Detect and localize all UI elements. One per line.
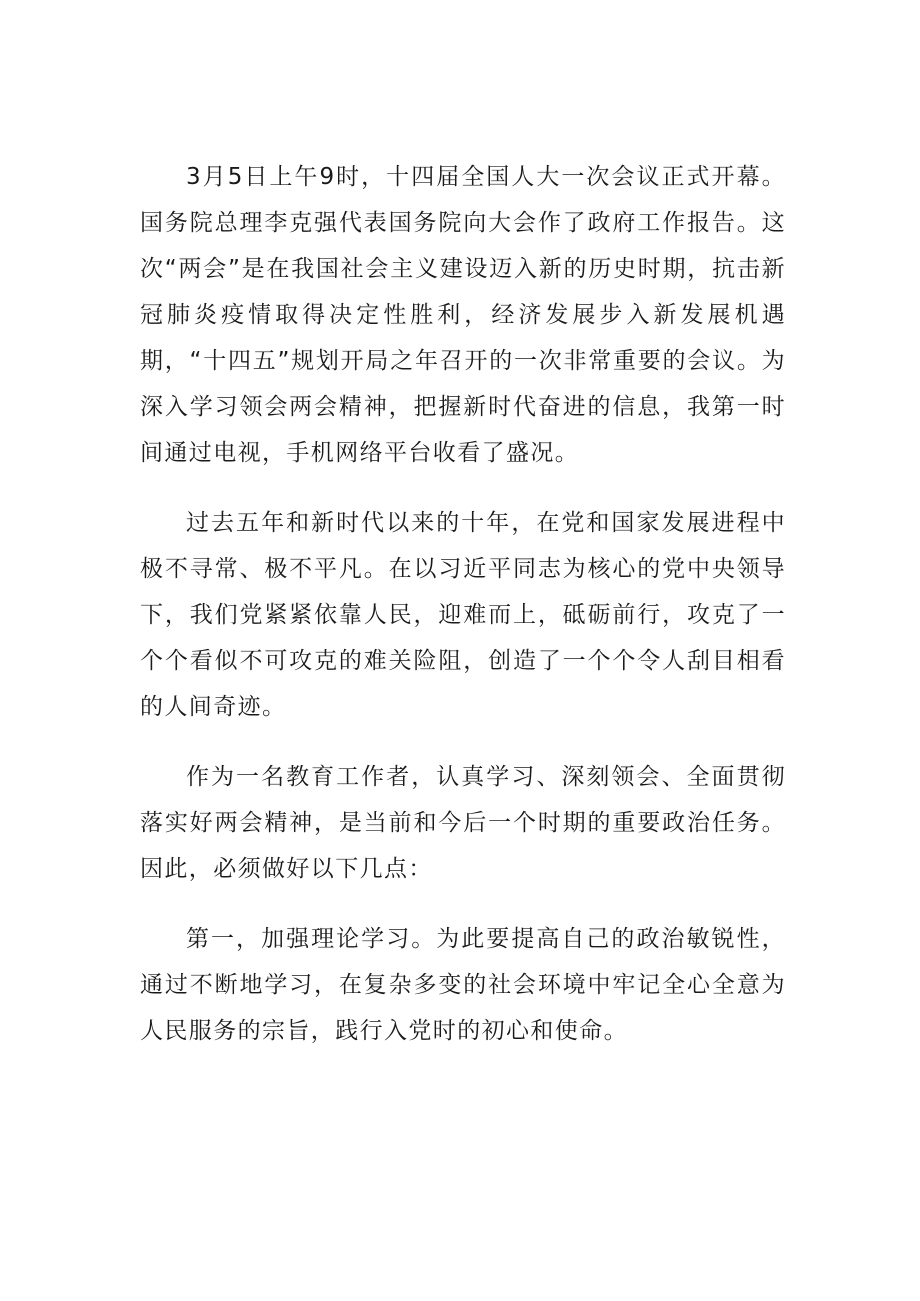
paragraph-1: 3月5日上午9时，十四届全国人大一次会议正式开幕。国务院总理李克强代表国务院向大会作了政府工作报告。这次“两会”是在我国社会主义建设迈入新的历史时期，抗击新冠肺炎疫情取得决定性胜利，经济发展步入新发展机遇期，“十四五”规划开局之年召开的一次非常重要的会议。为深入学习领会两会精神，把握新时代奋进的信息，我第一时间通过电视，手机网络平台收看了盛况。 — [140, 164, 786, 466]
document-body — [140, 154, 786, 1078]
paragraph-2: 过去五年和新时代以来的十年，在党和国家发展进程中极不寻常、极不平凡。在以习近平同志为核心的党中央领导下，我们党紧紧依靠人民，迎难而上，砥砺前行，攻克了一个个看似不可攻克的难关险阻，创造了一个个令人刮目相看的人间奇迹。 — [140, 510, 786, 720]
paragraph-4: 第一，加强理论学习。为此要提高自己的政治敏锐性，通过不断地学习，在复杂多变的社会环境中牢记全心全意为人民服务的宗旨，践行入党时的初心和使命。 — [140, 926, 786, 1044]
paragraph-3: 作为一名教育工作者，认真学习、深刻领会、全面贯彻落实好两会精神，是当前和今后一个时期的重要政治任务。因此，必须做好以下几点： — [140, 764, 786, 882]
